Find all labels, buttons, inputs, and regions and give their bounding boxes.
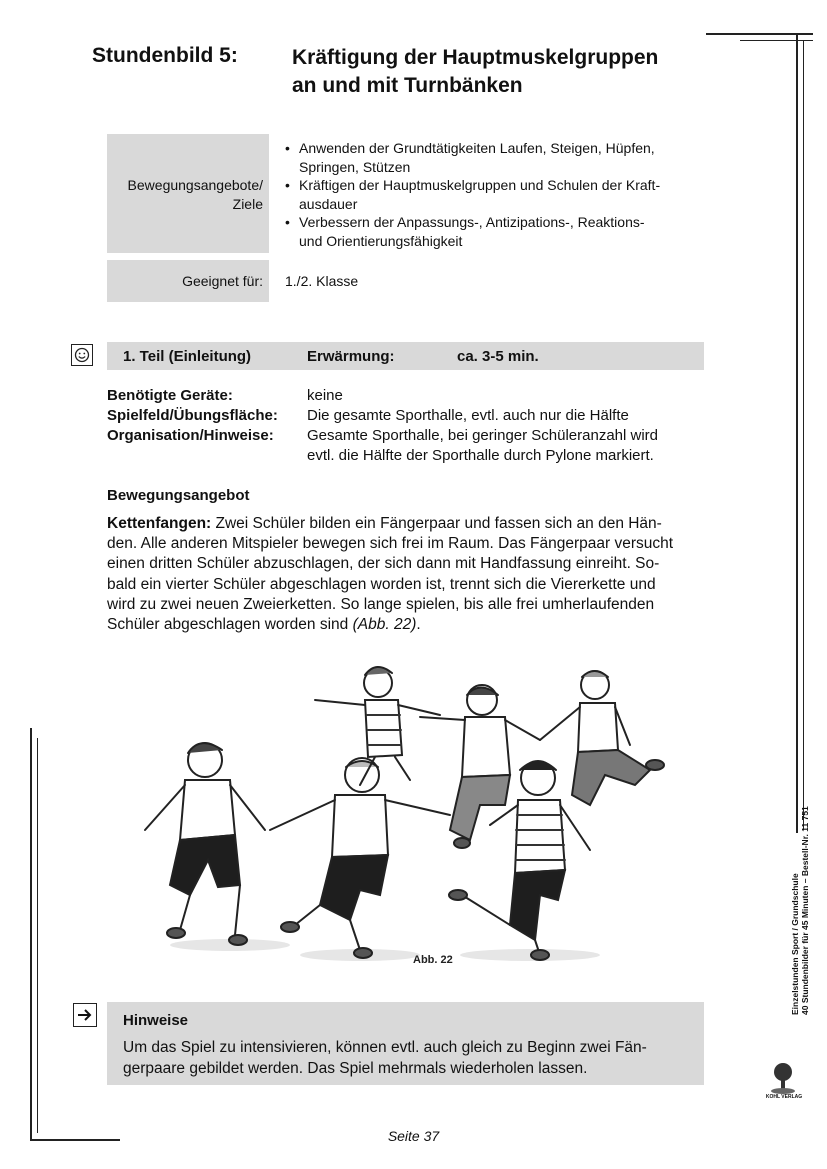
goal-item: • Kräftigen der Hauptmuskelgruppen und Schulen der Kraft- ausdauer xyxy=(285,176,705,213)
section-part: 1. Teil (Einleitung) xyxy=(123,348,252,365)
details xyxy=(107,386,707,466)
goal-item: • Verbessern der Anpassungs-, Antizipations-, Reaktions- und Orientierungsfähigkeit xyxy=(285,213,705,250)
goals-list xyxy=(285,139,705,250)
lesson-number: Stundenbild 5: xyxy=(92,44,238,67)
goals-label-line-1: Bewegungsangebote/ xyxy=(127,177,263,193)
side-line-1: Einzelstunden Sport / Grundschule xyxy=(790,873,800,1015)
activity-description xyxy=(107,514,704,635)
hint-heading: Hinweise xyxy=(123,1012,189,1029)
section-bar xyxy=(107,342,704,370)
page-title xyxy=(292,44,712,100)
goals-value-cell xyxy=(285,139,705,250)
frame-left-v xyxy=(30,728,32,1140)
side-publication-info xyxy=(790,806,810,1015)
goals-label-cell xyxy=(107,134,269,253)
activity-line: Kettenfangen: Zwei Schüler bilden ein Fängerpaar und fassen sich an den Hän- xyxy=(107,515,662,532)
activity-line: Schüler abgeschlagen worden sind (Abb. 22). xyxy=(107,616,421,634)
suitable-value: 1./2. Klasse xyxy=(285,273,359,289)
section-duration: ca. 3-5 min. xyxy=(457,348,539,365)
goals-label-line-2: Ziele xyxy=(232,196,263,212)
smiley-icon xyxy=(71,344,93,366)
arrow-right-icon xyxy=(73,1003,97,1027)
illustration-children-chain-tag xyxy=(110,655,710,975)
frame-right-v xyxy=(796,33,798,833)
suitable-label-cell xyxy=(107,260,269,302)
figure-reference: (Abb. 22) xyxy=(352,616,417,634)
activity-line: bald ein vierter Schüler abgeschlagen worden ist, trennt sich die Viererkette und xyxy=(107,575,656,593)
side-line-2: 40 Stundenbilder für 45 Minuten – Bestell-Nr. 11 751 xyxy=(800,806,810,1015)
hint-text: Um das Spiel zu intensivieren, können evtl. auch gleich zu Beginn zwei Fän- gerpaare gebildet werden. Das Spiel mehrmals wiederholen lassen. xyxy=(123,1039,647,1077)
activity-name: Kettenfangen: xyxy=(107,515,212,532)
activity-line: wird zu zwei neuen Zweierketten. So lange spielen, bis alle frei umherlaufenden xyxy=(107,595,655,613)
publisher-logo xyxy=(765,1060,803,1100)
detail-row: Spielfeld/Übungsfläche: Die gesamte Sporthalle, evtl. auch nur die Hälfte xyxy=(107,407,629,424)
detail-row: Organisation/Hinweise: Gesamte Sporthalle, bei geringer Schüleranzahl wird evtl. die Hälfte der Sporthalle durch Pylone markiert. xyxy=(107,427,659,464)
page-number: Seite 37 xyxy=(387,1128,440,1144)
goal-item: • Anwenden der Grundtätigkeiten Laufen, Steigen, Hüpfen, Springen, Stützen xyxy=(285,139,705,176)
suitable-label: Geeignet für: xyxy=(182,273,263,289)
activity-line: den. Alle anderen Mitspieler bewegen sich frei im Raum. Das Fängerpaar versucht xyxy=(107,535,674,553)
frame-left-v2 xyxy=(37,738,38,1133)
detail-row: Benötigte Geräte: keine xyxy=(107,387,343,404)
activity-heading: Bewegungsangebot xyxy=(107,487,250,504)
title-line-1: Kräftigung der Hauptmuskelgruppen xyxy=(292,46,659,69)
section-phase: Erwärmung: xyxy=(307,348,395,365)
frame-right-v2 xyxy=(803,40,804,830)
activity-line: einen dritten Schüler abzuschlagen, der sich dann mit Handfassung einreiht. So- xyxy=(107,555,660,573)
figure-caption: Abb. 22 xyxy=(413,954,453,966)
title-line-2: an und mit Turnbänken xyxy=(292,74,523,97)
publisher-name: KOHL VERLAG xyxy=(765,1094,803,1100)
hint-box xyxy=(107,1002,704,1085)
